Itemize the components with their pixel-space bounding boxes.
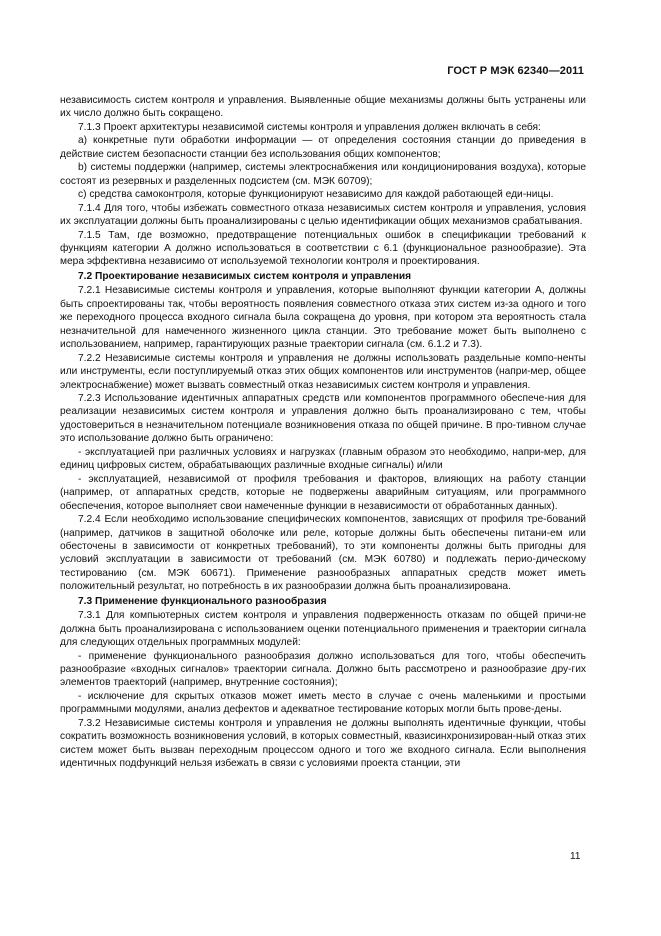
document-header: ГОСТ Р МЭК 62340—2011 (447, 65, 584, 77)
section-heading: 7.3 Применение функционального разнообразия (78, 595, 327, 607)
paragraph: 7.2.2 Независимые системы контроля и управления не должны использовать раздельные компо-ненты или инструменты, если поступлируемый отказ этих общих компонентов или инструментов (напри-мер, общее электроснабжение) может вызвать совместный отказ независимых систем контроля и управления. (60, 352, 586, 391)
paragraph: 7.1.5 Там, где возможно, предотвращение потенциальных ошибок в спецификации требований к функциям категории А должно использоваться в соответствии с 6.1 (функциональное разнообразие). Эта мера эффективна независимо от используемой технологии контроля и проектирования. (60, 229, 586, 268)
paragraph: 7.1.4 Для того, чтобы избежать совместного отказа независимых систем контроля и управления, условия их эксплуатации должны быть проанализированы с целью идентификации общих механизмов срабатывания. (60, 202, 586, 228)
paragraph: - применение функционального разнообразия должно использоваться для того, чтобы обеспечить разнообразие «входных сигналов» траектории сигнала. Должно быть рассмотрено и разнообразие дру-гих элементов траекторий (например, внутренние состояния); (60, 650, 586, 689)
paragraph: - исключение для скрытых отказов может иметь место в случае с очень маленькими и простыми программными модулями, анализ дефектов и адекватное тестирование которых могли быть прове-дены. (60, 690, 586, 716)
paragraph: 7.2.3 Использование идентичных аппаратных средств или компонентов программного обеспече-ния для реализации независимых систем контроля и управления должно быть проанализировано с тем, чтобы удостовериться в незначительном потенциале возникновения отказа по общей причине. В про-тивном случае это использование должно быть ограничено: (60, 392, 586, 445)
paragraph: 7.2.1 Независимые системы контроля и управления, которые выполняют функции категории А, должны быть спроектированы так, чтобы вероятность появления совместного отказа этих систем из-за одного и того же переходного процесса входного сигнала была сокращена до уровня, при котором эта вероятность стала незначительной для намеченного жизненного цикла станции. Это требование может быть выполнено с использованием, например, гарантирующих разные траектории сигнала (см. 6.1.2 и 7.3). (60, 285, 586, 351)
paragraph: a) конкретные пути обработки информации — от определения состояния станции до приведения в действие систем безопасности станции без использования общих компонентов; (60, 135, 586, 160)
paragraph: - эксплуатацией при различных условиях и нагрузках (главным образом это необходимо, напри-мер, для единиц цифровых систем, обрабатывающих различные входные сигналы) и/или (60, 446, 586, 472)
paragraph: b) системы поддержки (например, системы электроснабжения или кондиционирования воздуха), которые состоят из резервных и разделенных подсистем (см. МЭК 60709); (60, 162, 586, 187)
paragraph: - эксплуатацией, независимой от профиля требования и факторов, влияющих на работу станции (например, от аппаратных средств, которые не подвержены аварийным ситуациям, или программного обеспечения, которое выполняет свои намеченные функции в независимости от обработанных данных). (60, 473, 586, 512)
paragraph: 7.1.3 Проект архитектуры независимой системы контроля и управления должен включать в себя: (78, 121, 541, 133)
document-body (60, 94, 586, 771)
paragraph: независимость систем контроля и управления. Выявленные общие механизмы должны быть устранены или их число должно быть сокращено. (60, 95, 586, 120)
section-heading: 7.2 Проектирование независимых систем контроля и управления (78, 270, 412, 282)
page-number: 11 (570, 851, 581, 862)
paragraph: 7.3.1 Для компьютерных систем контроля и управления подверженность отказам по общей причи-не должна быть проанализирована с использованием оценки потенциального применения и траектории сигнала для следующих отдельных программных модулей: (60, 610, 586, 649)
paragraph: 7.2.4 Если необходимо использование специфических компонентов, зависящих от профиля тре-бований (например, датчиков в защитной оболочке или реле, которые должны быть обеспечены питани-ем или обесточены в зависимости от конкретных требований), то эти компоненты должны быть пригодны для условий эксплуатации в зависимости от требований (см. МЭК 60780) и подлежать перио-дическому тестированию (см. МЭК 60671). Применение разнообразных аппаратных средств может иметь положительный результат, но потребность в их разнообразии должна быть проанализирована. (60, 514, 586, 593)
paragraph: 7.3.2 Независимые системы контроля и управления не должны выполнять идентичные функции, чтобы сократить возможность возникновения условий, в которых совместный, квазисинхронизирован-ный отказ этих систем может быть вызван переходным процессом одного и того же входного сигнала. Если выполнения идентичных подфункций нельзя избежать в связи с условиями проекта станции, эти (60, 717, 586, 770)
paragraph: c) средства самоконтроля, которые функционируют независимо для каждой работающей еди-ницы. (78, 189, 554, 201)
